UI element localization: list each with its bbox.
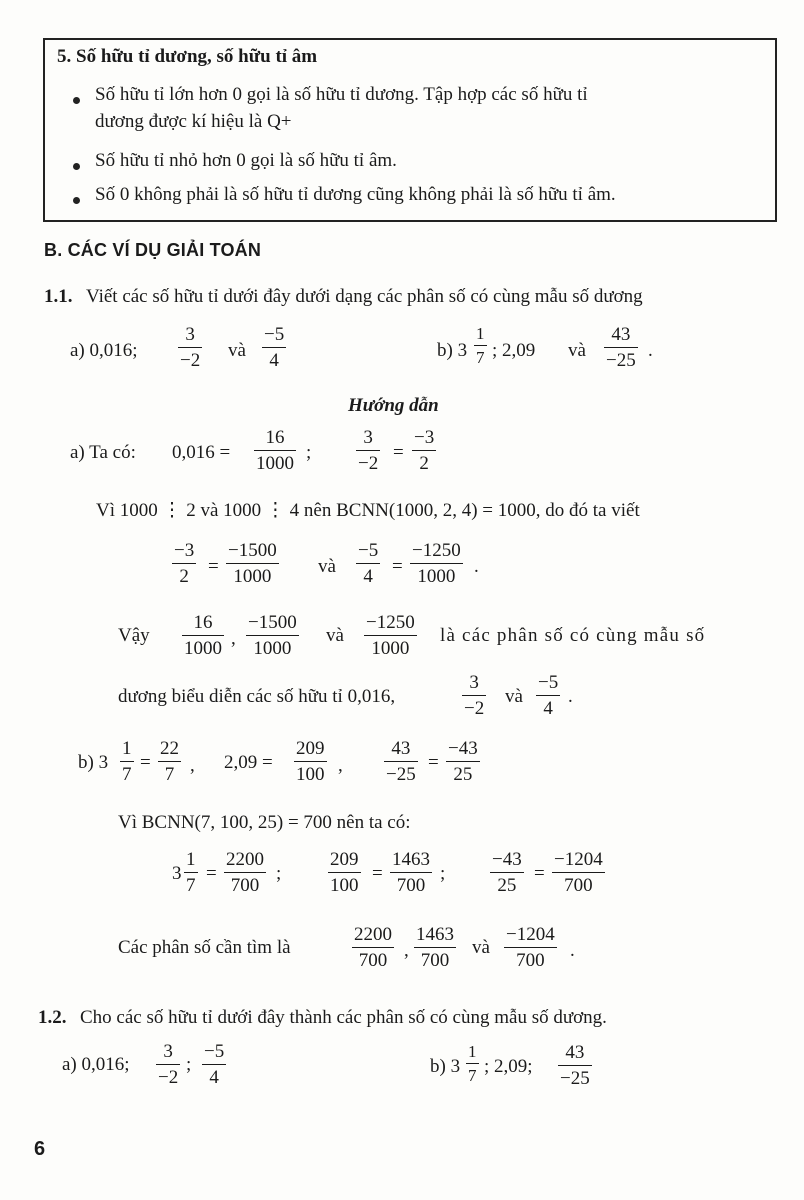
fraction: 209 100 [296,738,325,786]
text: = [206,863,217,884]
text: = [208,556,219,577]
text: = [372,863,383,884]
bullet-text-1: Số hữu tỉ lớn hơn 0 gọi là số hữu tỉ dương. Tập hợp các số hữu tỉ [95,84,588,105]
guide-heading: Hướng dẫn [348,395,439,416]
fraction: 22 7 [160,738,179,786]
text-and: và [318,556,336,577]
fraction: −5 4 [264,324,285,372]
text: 2,09 = [224,752,273,773]
fraction: 43 −25 [386,738,416,786]
fraction: −5 4 [204,1041,225,1089]
text: ; [276,863,282,884]
bullet-text-2: Số hữu tỉ nhỏ hơn 0 gọi là số hữu tỉ âm. [95,150,397,171]
fraction: −1250 1000 [412,540,461,588]
text-and: và [326,625,344,646]
text: . [648,340,653,361]
fraction: 1 7 [476,324,485,368]
fraction: 1463 700 [416,924,454,972]
text: a) Ta có: [70,442,136,463]
fraction: 1 7 [186,849,196,897]
fraction: 2200 700 [226,849,264,897]
fraction: 1 7 [122,738,132,786]
fraction: −1204 700 [554,849,603,897]
fraction: −1500 1000 [228,540,277,588]
text: ; 2,09; [484,1056,533,1077]
text: ; [440,863,446,884]
fraction: 16 1000 [256,427,294,475]
fraction: 3 −2 [464,672,485,720]
box-title: 5. Số hữu tỉ dương, số hữu tỉ âm [57,46,318,67]
text: Các phân số cần tìm là [118,937,291,958]
text: dương biểu diễn các số hữu tỉ 0,016, [118,686,396,707]
page-number: 6 [34,1138,46,1160]
text: , [404,940,409,961]
text: ; [186,1054,192,1075]
section-heading: B. CÁC VÍ DỤ GIẢI TOÁN [44,240,262,260]
fraction: −5 4 [358,540,379,588]
text: Vì BCNN(7, 100, 25) = 700 nên ta có: [118,812,411,833]
text: Vậy [118,625,150,646]
text: 3 [172,863,182,884]
text: , [190,755,195,776]
text: , [231,628,236,649]
fraction: 43 −25 [606,324,636,372]
fraction: −1204 700 [506,924,555,972]
fraction: −43 25 [492,849,522,897]
text: = [140,752,151,773]
text: . [570,940,575,961]
part-a-label: a) 0,016; [70,340,138,361]
fraction: 3 −2 [158,1041,179,1089]
fraction: 3 −2 [180,324,201,372]
part-b-label: b) 3 [430,1056,461,1077]
fraction: −3 2 [414,427,435,475]
bullet-text-3: Số 0 không phải là số hữu tỉ dương cũng không phải là số hữu tỉ âm. [95,184,616,205]
text: b) 3 [78,752,109,773]
text: 0,016 = [172,442,231,463]
text: là các phân số có cùng mẫu số [440,625,706,646]
text: = [534,863,545,884]
text: . [474,556,479,577]
fraction: −1250 1000 [366,612,415,660]
part-b-label: b) 3 [437,340,468,361]
fraction: 3 −2 [358,427,379,475]
text-and: và [505,686,523,707]
exercise-prompt: Viết các số hữu tỉ dưới đây dưới dạng các phân số có cùng mẫu số dương [86,286,643,307]
text: ; [306,442,312,463]
text-and: và [472,937,490,958]
fraction: −5 4 [538,672,559,720]
bullet-icon [73,197,80,204]
part-a-label: a) 0,016; [62,1054,130,1075]
text-and: và [228,340,246,361]
exercise-prompt: Cho các số hữu tỉ dưới đây thành các phân số có cùng mẫu số dương. [80,1007,607,1028]
text: = [393,442,404,463]
fraction: −43 25 [448,738,478,786]
fraction: 2200 700 [354,924,392,972]
fraction: −1500 1000 [248,612,297,660]
fraction: 16 1000 [184,612,222,660]
text: , [338,755,343,776]
text: ; 2,09 [492,340,536,361]
bullet-text-1-cont: dương được kí hiệu là Q+ [95,111,292,132]
fraction: 209 100 [330,849,359,897]
text: Vì 1000 ⋮ 2 và 1000 ⋮ 4 nên BCNN(1000, 2, 4) = 1000, do đó ta viết [96,500,640,521]
fraction: 43 −25 [560,1042,590,1090]
fraction: 1 7 [468,1042,477,1086]
text: = [428,752,439,773]
exercise-number: 1.1. [44,286,73,307]
bullet-icon [73,97,80,104]
text: = [392,556,403,577]
text: . [568,686,573,707]
fraction: −3 2 [174,540,195,588]
bullet-icon [73,163,80,170]
fraction: 1463 700 [392,849,430,897]
text-and: và [568,340,586,361]
exercise-number: 1.2. [38,1007,67,1028]
